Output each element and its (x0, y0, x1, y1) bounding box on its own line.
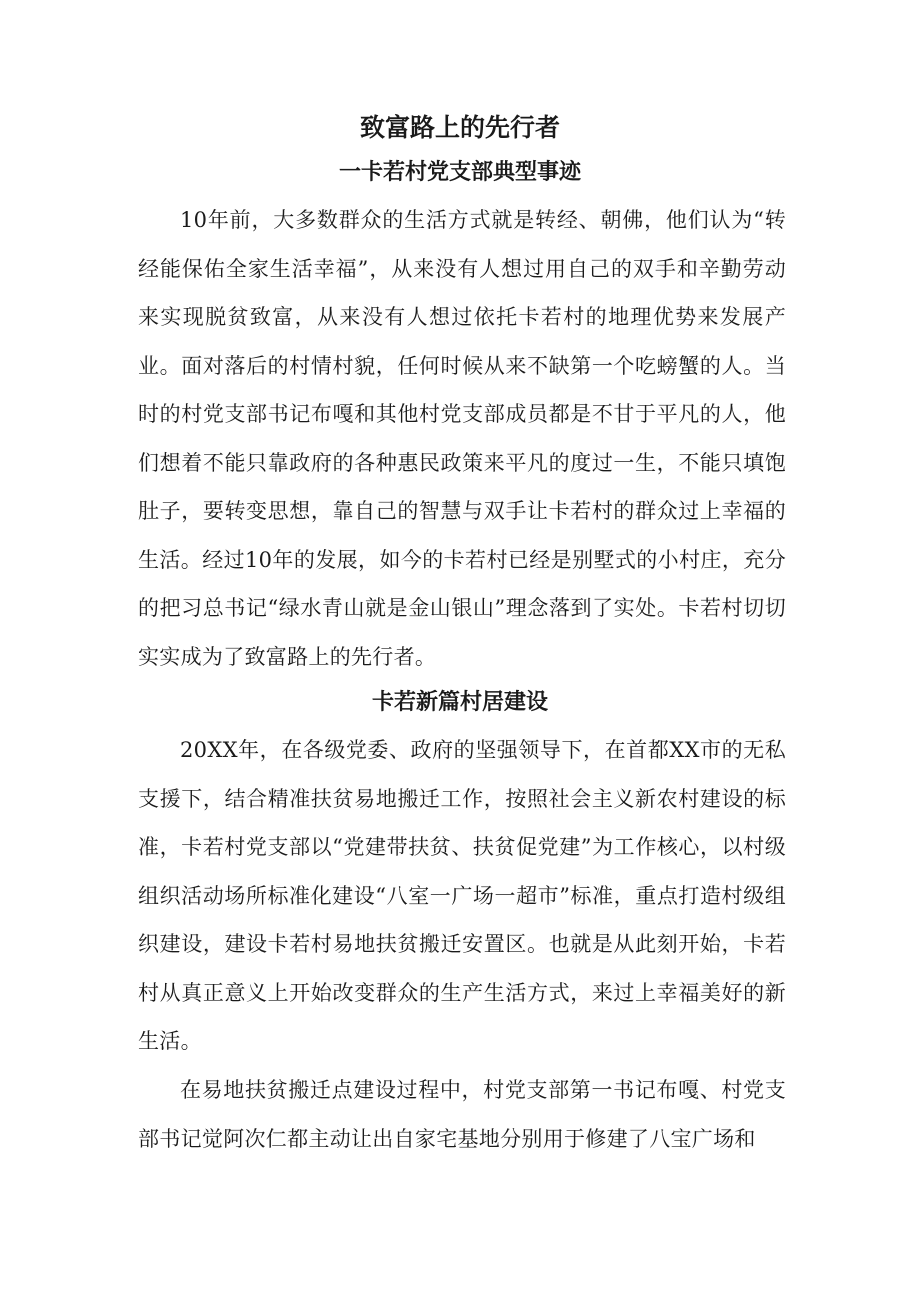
paragraph-intro: 10年前，大多数群众的生活方式就是转经、朝佛，他们认为“转经能保佑全家生活幸福”，从来没有人想过用自己的双手和辛勤劳动来实现脱贫致富，从来没有人想过依托卡若村的地理优势来发展产业。面对落后的村情村貌，任何时候从来不缺第一个吃螃蟹的人。当时的村党支部书记布嘎和其他村党支部成员都是不甘于平凡的人，他们想着不能只靠政府的各种惠民政策来平凡的度过一生，不能只填饱肚子，要转变思想，靠自己的智慧与双手让卡若村的群众过上幸福的生活。经过10年的发展，如今的卡若村已经是别墅式的小村庄，充分的把习总书记“绿水青山就是金山银山”理念落到了实处。卡若村切切实实成为了致富路上的先行者。 (138, 208, 786, 669)
paragraph-construction: 20XX年，在各级党委、政府的坚强领导下，在首都XX市的无私支援下，结合精准扶贫易地搬迁工作，按照社会主义新农村建设的标准，卡若村党支部以“党建带扶贫、扶贫促党建”为工作核心，以村级组织活动场所标准化建设“八室一广场一超市”标准，重点打造村级组织建设，建设卡若村易地扶贫搬迁安置区。也就是从此刻开始，卡若村从真正意义上开始改变群众的生产生活方式，来过上幸福美好的新生活。 (138, 738, 786, 1053)
section-heading: 卡若新篇村居建设 (371, 690, 548, 715)
paragraph-relocation: 在易地扶贫搬迁点建设过程中，村党支部第一书记布嘎、村党支部书记觉阿次仁都主动让出自家宅基地分别用于修建了八宝广场和 (138, 1078, 786, 1151)
document-title: 致富路上的先行者 (359, 113, 560, 142)
document-subtitle: 一卡若村党支部典型事迹 (338, 160, 581, 185)
